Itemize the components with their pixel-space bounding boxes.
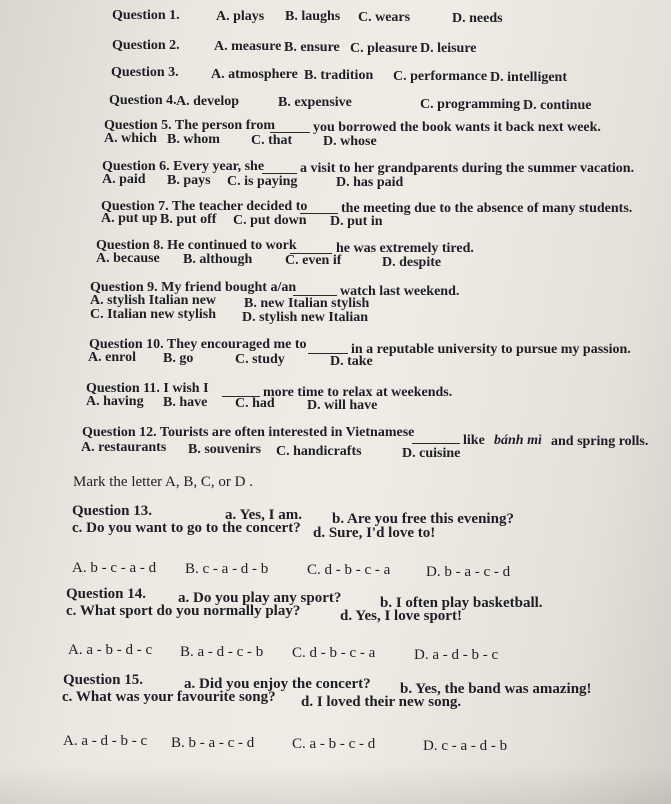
q10-option-b: B. go — [163, 351, 194, 366]
q4-option-b: B. expensive — [278, 95, 352, 110]
q10-option-a: A. enrol — [88, 350, 136, 365]
q11-option-d: D. will have — [307, 398, 378, 413]
q13-option-c: C. d - b - c - a — [307, 562, 391, 578]
q5-option-b: B. whom — [167, 132, 220, 147]
q13-option-b: B. c - a - d - b — [185, 561, 269, 577]
q15-line-b: b. Yes, the band was amazing! — [400, 681, 592, 697]
q8-stem-end: he was extremely tired. — [336, 241, 474, 256]
q15-line-a: a. Did you enjoy the concert? — [184, 676, 371, 692]
q12-stem-italic: bánh mì — [494, 433, 542, 448]
q13-label: Question 13. — [72, 503, 153, 519]
q13-line-b: b. Are you free this evening? — [332, 511, 514, 527]
q9-answer-blank — [293, 283, 337, 296]
q8-option-d: D. despite — [382, 255, 442, 270]
paper-shadow — [0, 764, 671, 804]
q4-label: Question 4. — [109, 93, 177, 108]
q9-option-c: C. Italian new stylish — [90, 307, 217, 322]
q9-option-a: A. stylish Italian new — [90, 293, 217, 308]
q1-option-c: C. wears — [358, 10, 411, 25]
q3-option-a: A. atmosphere — [211, 67, 298, 82]
q8-option-b: B. although — [183, 252, 253, 267]
q15-line-c: c. What was your favourite song? — [62, 689, 276, 705]
q7-option-b: B. put off — [160, 212, 217, 227]
q12-stem-like: like — [463, 433, 485, 448]
q5-option-d: D. whose — [323, 134, 377, 149]
q2-option-d: D. leisure — [420, 41, 477, 56]
q5-stem-end: you borrowed the book wants it back next week. — [313, 120, 601, 135]
q7-option-a: A. put up — [101, 211, 158, 226]
q12-option-d: D. cuisine — [402, 446, 461, 461]
q4-option-a: A. develop — [176, 94, 239, 109]
q6-option-c: C. is paying — [227, 174, 298, 189]
q14-line-a: a. Do you play any sport? — [178, 590, 342, 606]
q1-label: Question 1. — [112, 8, 180, 23]
q15-option-d: D. c - a - d - b — [423, 738, 508, 754]
q5-stem-start: Question 5. The person from — [104, 118, 275, 133]
q6-answer-blank — [262, 161, 297, 174]
q15-option-a: A. a - d - b - c — [63, 733, 148, 749]
q6-option-a: A. paid — [102, 172, 146, 187]
q10-stem-start: Question 10. They encouraged me to — [89, 337, 307, 352]
q2-option-b: B. ensure — [284, 40, 340, 55]
q13-option-a: A. b - c - a - d — [72, 560, 157, 576]
q11-option-a: A. having — [86, 394, 144, 409]
q11-stem-end: more time to relax at weekends. — [263, 385, 453, 400]
q14-option-a: A. a - b - d - c — [68, 642, 153, 658]
q1-option-d: D. needs — [452, 11, 503, 26]
q8-stem-start: Question 8. He continued to work — [96, 238, 297, 253]
q12-answer-blank — [412, 431, 460, 444]
q7-option-c: C. put down — [233, 213, 307, 228]
q8-option-c: C. even if — [285, 253, 342, 268]
q10-option-d: D. take — [330, 354, 373, 369]
q14-option-c: C. d - b - c - a — [292, 645, 376, 661]
q6-option-d: D. has paid — [336, 175, 404, 190]
q9-stem-end: watch last weekend. — [340, 284, 460, 299]
q15-option-b: B. b - a - c - d — [171, 735, 255, 751]
q13-option-d: D. b - a - c - d — [426, 564, 511, 580]
q14-line-b: b. I often play basketball. — [380, 595, 543, 611]
q2-option-a: A. measure — [214, 39, 282, 54]
q5-option-a: A. which — [104, 131, 157, 146]
q14-option-d: D. a - d - b - c — [414, 647, 499, 663]
q12-stem-end: and spring rolls. — [551, 434, 649, 449]
q12-option-c: C. handicrafts — [276, 444, 362, 459]
q4-option-d: D. continue — [523, 98, 592, 113]
q9-option-d: D. stylish new Italian — [242, 310, 369, 325]
q7-stem-end: the meeting due to the absence of many students. — [341, 201, 633, 216]
q13-line-a: a. Yes, I am. — [225, 507, 302, 523]
q11-option-b: B. have — [163, 395, 208, 410]
q12-option-b: B. souvenirs — [188, 442, 262, 457]
q5-answer-blank — [270, 120, 310, 133]
q13-line-c: c. Do you want to go to the concert? — [72, 520, 301, 536]
q6-option-b: B. pays — [167, 173, 211, 188]
q15-label: Question 15. — [63, 672, 144, 688]
q2-label: Question 2. — [112, 38, 180, 53]
q15-line-d: d. I loved their new song. — [301, 694, 462, 710]
q7-option-d: D. put in — [330, 214, 383, 229]
q4-option-c: C. programming — [420, 97, 521, 112]
q13-line-d: d. Sure, I'd love to! — [313, 525, 436, 541]
q7-stem-start: Question 7. The teacher decided to — [101, 199, 308, 214]
q15-option-c: C. a - b - c - d — [292, 736, 376, 752]
q10-answer-blank — [308, 341, 348, 354]
q12-stem-start: Question 12. Tourists are often interested in Vietnamese — [82, 425, 415, 440]
q6-stem-end: a visit to her grandparents during the summer vacation. — [300, 161, 635, 176]
q11-option-c: C. had — [235, 396, 275, 411]
q14-option-b: B. a - d - c - b — [180, 644, 264, 660]
q6-stem-start: Question 6. Every year, she — [102, 159, 265, 174]
q5-option-c: C. that — [251, 133, 293, 148]
q1-option-b: B. laughs — [285, 9, 341, 24]
q10-stem-end: in a reputable university to pursue my passion. — [351, 342, 631, 357]
q3-label: Question 3. — [111, 65, 179, 80]
q14-line-c: c. What sport do you normally play? — [66, 603, 301, 619]
q12-option-a: A. restaurants — [81, 440, 167, 455]
q3-option-c: C. performance — [393, 69, 488, 84]
instruction-text: Mark the letter A, B, C, or D . — [73, 474, 253, 490]
q14-label: Question 14. — [66, 586, 147, 602]
q1-option-a: A. plays — [216, 9, 265, 24]
q8-option-a: A. because — [96, 251, 160, 266]
q9-option-b: B. new Italian stylish — [244, 296, 370, 311]
q10-option-c: C. study — [235, 352, 285, 367]
q9-stem-start: Question 9. My friend bought a/an — [90, 280, 297, 295]
q14-line-d: d. Yes, I love sport! — [340, 608, 462, 624]
q3-option-b: B. tradition — [304, 68, 374, 83]
q2-option-c: C. pleasure — [350, 41, 418, 56]
q11-stem-start: Question 11. I wish I — [86, 381, 209, 396]
q3-option-d: D. intelligent — [490, 70, 567, 85]
